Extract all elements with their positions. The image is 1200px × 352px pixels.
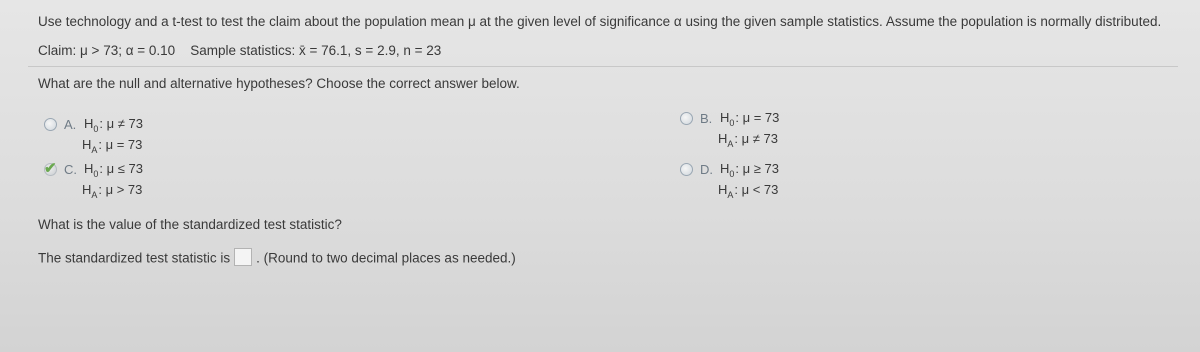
instruction-text: Use technology and a t-test to test the claim about the population mean μ at the given level of significance α using the given sample statistics. Assume the population is normally distributed. (38, 14, 1162, 29)
answer-input[interactable] (234, 248, 252, 266)
choice-a-h0: H 0 : μ ≠ 73 (84, 116, 143, 134)
choice-d-ha: H A : μ < 73 (718, 182, 779, 200)
claim-label: Claim: (38, 43, 77, 58)
answer-prefix: The standardized test statistic is (38, 250, 231, 266)
choice-d-h0: H 0 : μ ≥ 73 (720, 161, 779, 179)
choice-a-letter: A. (64, 116, 77, 132)
choice-c-ha: H A : μ > 73 (82, 182, 143, 200)
choice-d-letter: D. (700, 161, 713, 177)
choice-b-ha: H A : μ ≠ 73 (718, 131, 778, 149)
part1-prompt: What are the null and alternative hypotheses? Choose the correct answer below. (38, 76, 520, 91)
choice-a-ha: H A : μ = 73 (82, 137, 143, 155)
claim-value: μ > 73; α = 0.10 (80, 43, 176, 58)
divider (28, 66, 1178, 67)
choice-d[interactable] (680, 159, 779, 201)
sample-label: Sample statistics: (190, 43, 296, 58)
choice-c[interactable] (44, 159, 143, 201)
part2-prompt: What is the value of the standardized test statistic? (38, 217, 342, 232)
sample-value: x̄ = 76.1, s = 2.9, n = 23 (299, 43, 442, 58)
radio-a[interactable] (44, 118, 57, 131)
answer-line (38, 250, 516, 268)
checkmark-icon: ✔ (44, 160, 57, 177)
radio-c[interactable] (44, 160, 57, 177)
choice-c-h0: H 0 : μ ≤ 73 (84, 161, 143, 179)
choice-b[interactable] (680, 108, 779, 150)
choice-c-letter: C. (64, 161, 77, 177)
answer-suffix: . (Round to two decimal places as needed.) (256, 250, 516, 266)
choice-b-letter: B. (700, 110, 713, 126)
claim-line (38, 43, 441, 58)
choice-b-h0: H 0 : μ = 73 (720, 110, 780, 128)
radio-d[interactable] (680, 163, 693, 176)
radio-b[interactable] (680, 112, 693, 125)
choice-a[interactable] (44, 114, 143, 156)
